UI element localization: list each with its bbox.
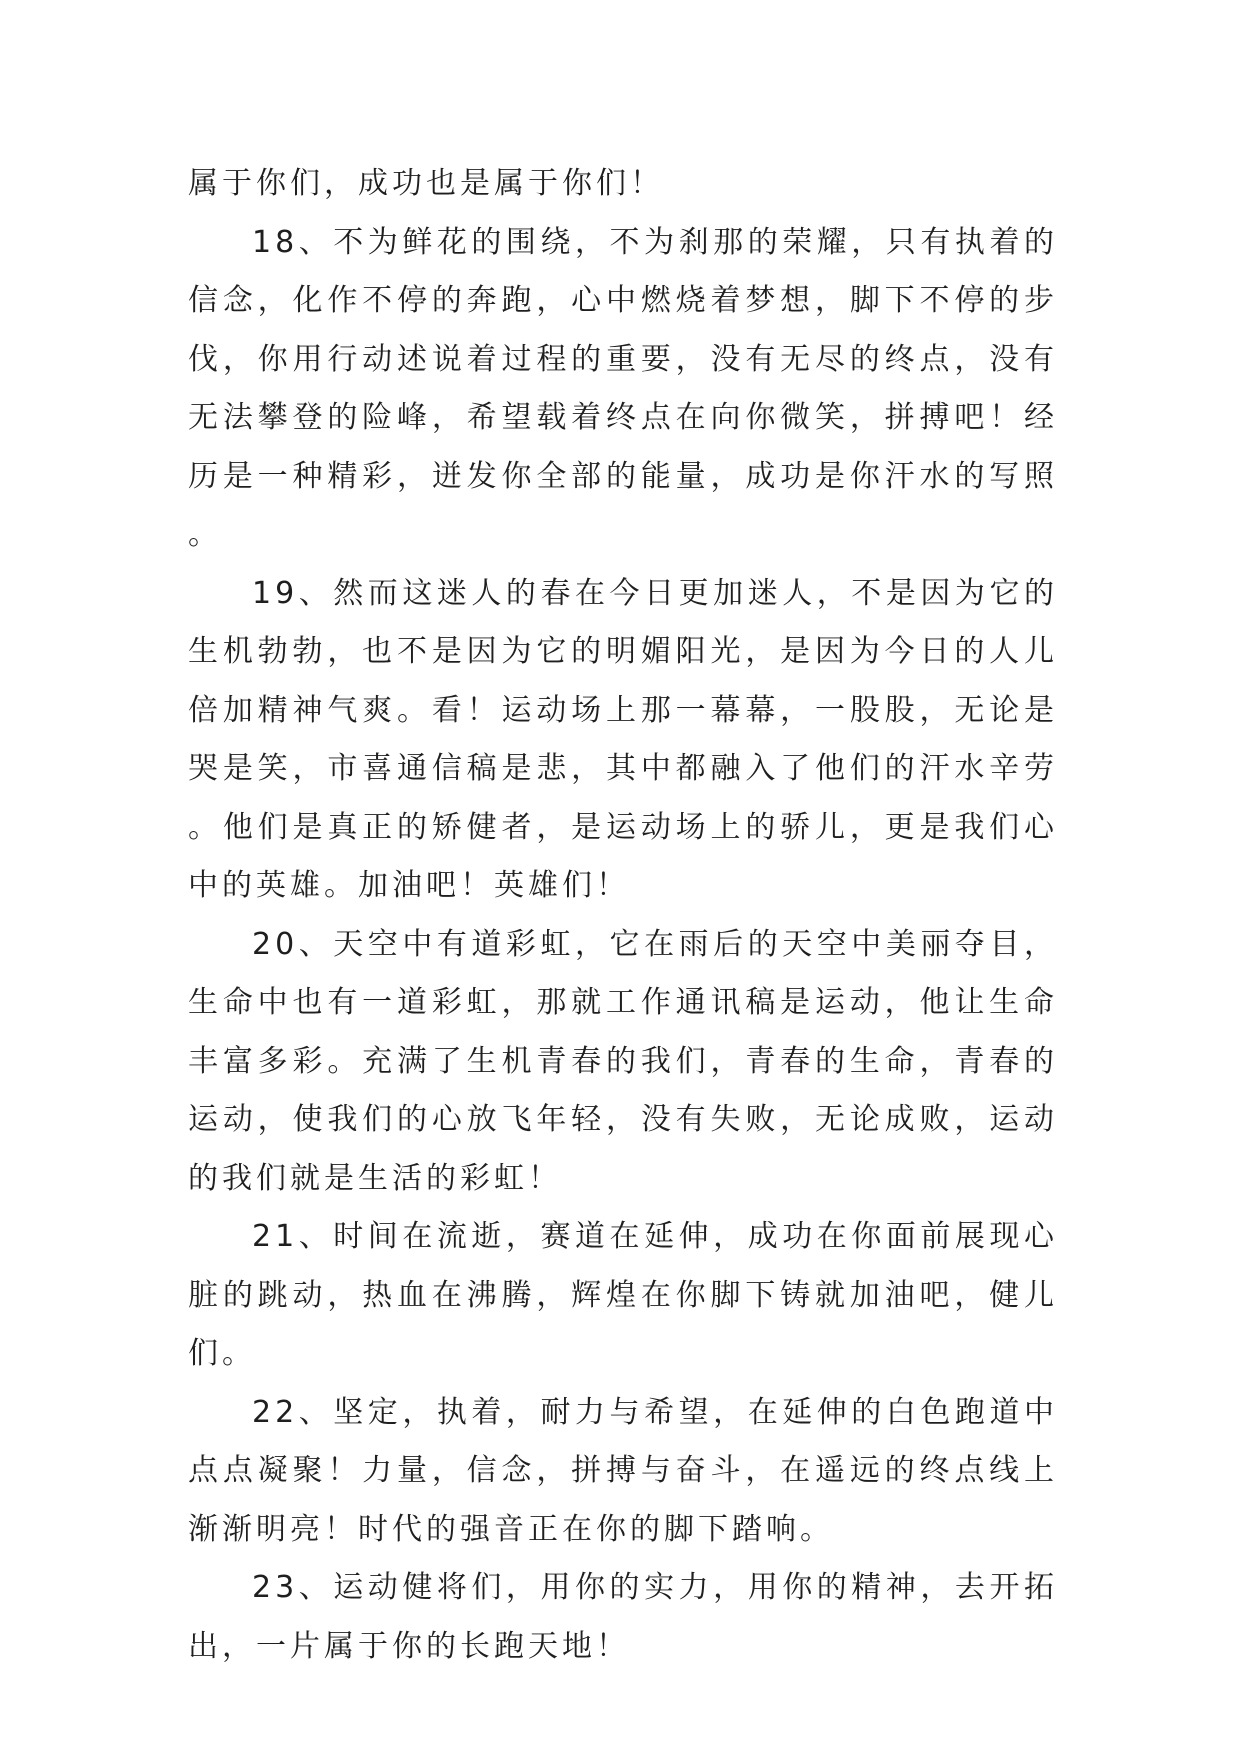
document-body xyxy=(188,155,1058,1676)
paragraph-19: 19、然而这迷人的春在今日更加迷人，不是因为它的生机勃勃，也不是因为它的明媚阳光，是因为今日的人儿倍加精神气爽。看！运动场上那一幕幕，一股股，无论是哭是笑，市喜通信稿是悲，其中都融入了他们的汗水辛劳。他们是真正的矫健者，是运动场上的骄儿，更是我们心中的英雄。加油吧！英雄们！ xyxy=(188,575,1058,903)
paragraph-21: 21、时间在流逝，赛道在延伸，成功在你面前展现心脏的跳动，热血在沸腾，辉煌在你脚下铸就加油吧，健儿们。 xyxy=(188,1219,1058,1371)
paragraph-23: 23、运动健将们，用你的实力，用你的精神，去开拓出，一片属于你的长跑天地！ xyxy=(188,1570,1058,1664)
paragraph-18: 18、不为鲜花的围绕，不为刹那的荣耀，只有执着的信念，化作不停的奔跑，心中燃烧着梦想，脚下不停的步伐，你用行动述说着过程的重要，没有无尽的终点，没有无法攀登的险峰，希望载着终点在向你微笑，拼搏吧！经历是一种精彩，迸发你全部的能量，成功是你汗水的写照。 xyxy=(188,224,1058,552)
paragraph-continuation: 属于你们，成功也是属于你们！ xyxy=(188,166,664,201)
paragraph-22: 22、坚定，执着，耐力与希望，在延伸的白色跑道中点点凝聚！力量，信念，拼搏与奋斗，在遥远的终点线上渐渐明亮！时代的强音正在你的脚下踏响。 xyxy=(188,1394,1058,1547)
paragraph-20: 20、天空中有道彩虹，它在雨后的天空中美丽夺目，生命中也有一道彩虹，那就工作通讯稿是运动，他让生命丰富多彩。充满了生机青春的我们，青春的生命，青春的运动，使我们的心放飞年轻，没有失败，无论成败，运动的我们就是生活的彩虹！ xyxy=(188,926,1058,1196)
